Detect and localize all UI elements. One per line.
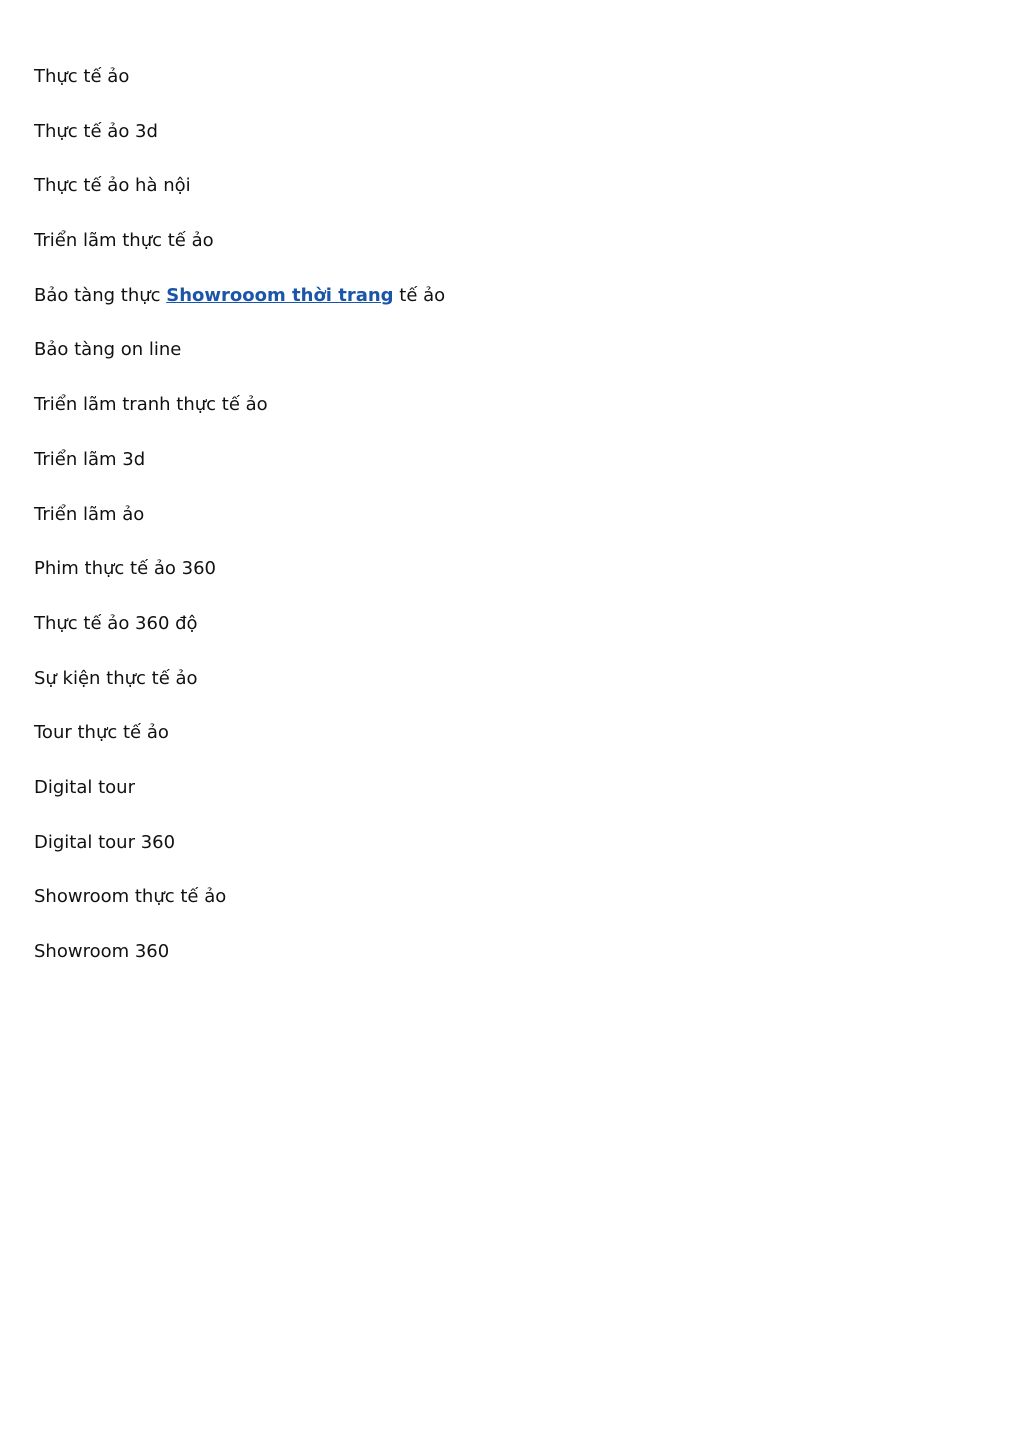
- line-text-after-link: tế ảo: [393, 284, 446, 306]
- keyword-line: Digital tour 360: [34, 831, 176, 853]
- keyword-line: Thực tế ảo hà nội: [34, 175, 191, 197]
- keyword-line: Phim thực tế ảo 360: [34, 558, 216, 580]
- keyword-line: Triển lãm tranh thực tế ảo: [34, 394, 268, 416]
- keyword-line: Sự kiện thực tế ảo: [34, 667, 198, 689]
- keyword-line: Triển lãm thực tế ảo: [34, 230, 214, 252]
- keyword-line: Thực tế ảo 360 độ: [34, 612, 198, 634]
- keyword-line: Bảo tàng on line: [34, 339, 182, 361]
- keyword-line: Showroom 360: [34, 941, 170, 962]
- keyword-line-with-link: [34, 282, 445, 337]
- line-text-before-link: Bảo tàng thực: [34, 284, 167, 306]
- showroom-fashion-link[interactable]: Showrooom thời trang: [166, 284, 394, 306]
- keyword-line: Triển lãm 3d: [34, 448, 146, 470]
- keyword-line: Showroom thực tế ảo: [34, 886, 227, 908]
- keyword-line: Thực tế ảo 3d: [34, 120, 158, 142]
- keyword-line: Digital tour: [34, 776, 135, 798]
- keyword-line: Tour thực tế ảo: [34, 722, 169, 744]
- keyword-line: Thực tế ảo: [34, 66, 130, 87]
- keyword-line: Triển lãm ảo: [34, 503, 145, 525]
- keyword-list: [34, 63, 445, 993]
